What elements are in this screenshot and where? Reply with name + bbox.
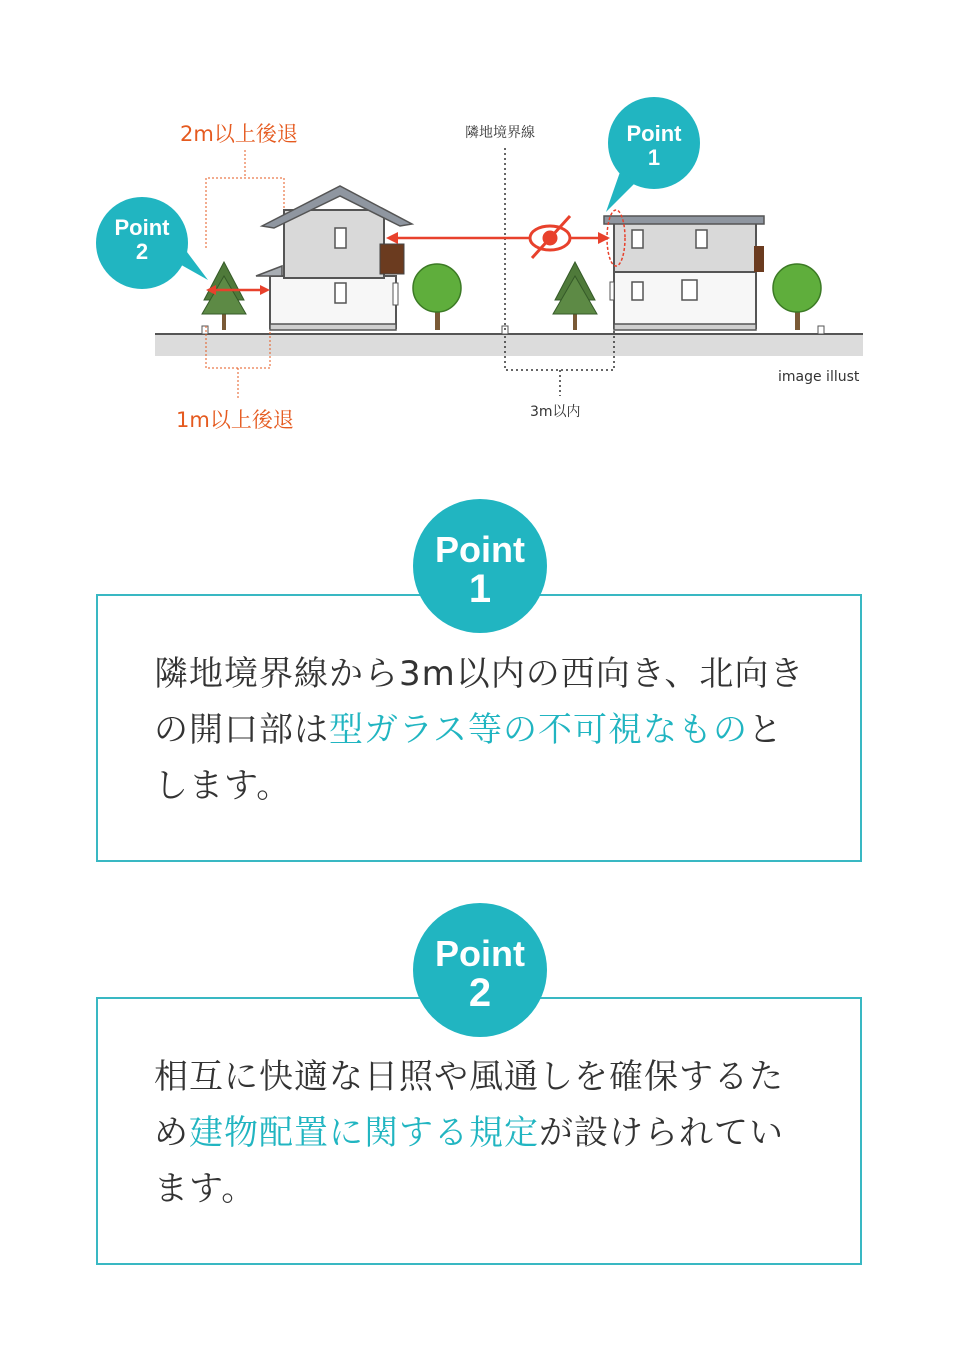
ground [155,334,863,356]
boundary-post-left [202,326,208,334]
point-2-text-before: 相互に快適な日照や風通しを確保するため [154,1057,784,1153]
boundary-line [505,148,614,396]
point-2-badge [413,903,547,1037]
setback-2m-bracket [206,150,284,248]
bubble-1-number: 1 [647,145,661,171]
setback-2m-label: 2m以上後退 [180,122,298,146]
point-2-text-highlight: 建物配置に関する規定 [189,1113,539,1153]
right-house [604,216,764,330]
bubble-1-text [614,122,694,170]
point-1-badge-word: Point [435,529,525,570]
round-tree-right [773,264,821,330]
distance-label: 3m以内 [530,404,581,420]
point-2-text-after: が設けられています。 [154,1113,784,1209]
bubble-2-word: Point [114,215,170,240]
image-credit: image illust [778,369,860,385]
distance-arrow-top [386,232,610,244]
setback-1m-label: 1m以上後退 [176,408,294,432]
round-tree-left [413,264,461,330]
point-2-badge-word: Point [435,933,525,974]
no-view-icon [530,216,570,258]
bubble-2-number: 2 [135,239,149,265]
point-1-text-highlight: 型ガラス等の不可視なもの [329,710,748,750]
boundary-line-label: 隣地境界線 [465,125,535,141]
bubble-1-word: Point [626,121,682,146]
point-1-text-before: 隣地境界線から3m以内の西向き、北向きの開口部は [154,654,805,750]
bubble-2-text [102,216,182,264]
point-1-badge [413,499,547,633]
setback-illustration [0,0,960,460]
point-2-text [154,1049,814,1217]
point-1-badge-number: 1 [468,567,492,611]
point-1-text-after: とします。 [154,710,783,806]
point-1-text [154,646,814,814]
left-house [256,186,412,330]
point-2-badge-number: 2 [468,971,492,1015]
conifer-tree-left [202,262,246,330]
boundary-post-right [818,326,824,334]
conifer-tree-center [553,262,597,330]
